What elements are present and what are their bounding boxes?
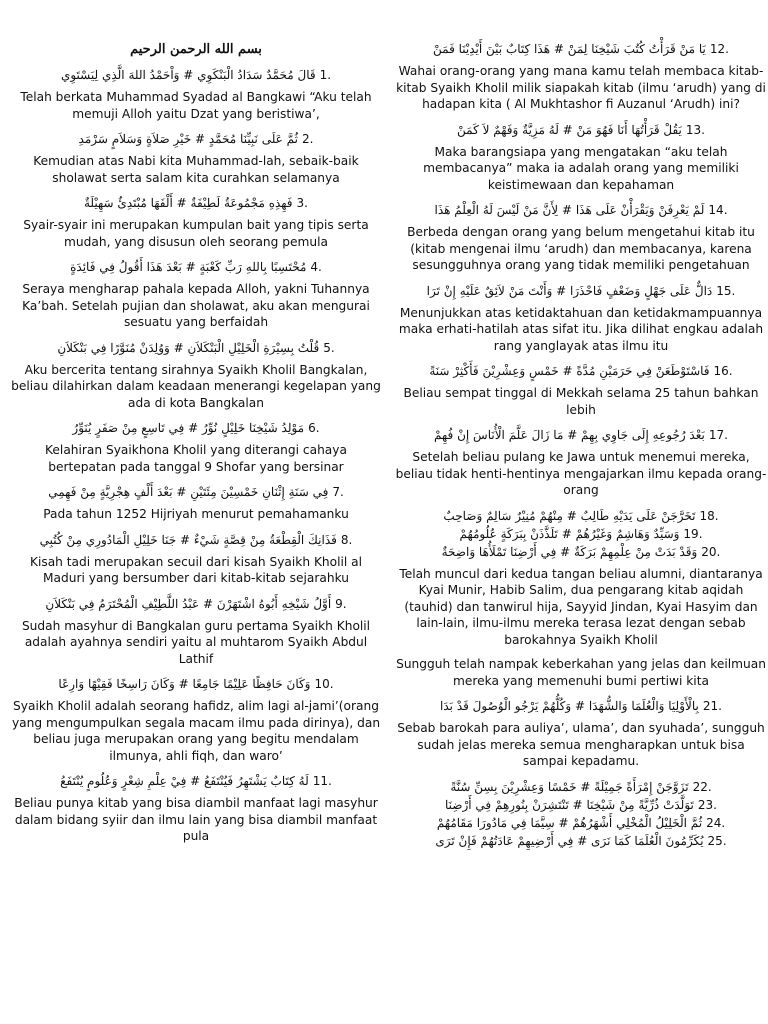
verse-line [395, 282, 767, 300]
translation-text [395, 144, 767, 194]
verse-number: 7. [332, 485, 344, 499]
verse-line [10, 66, 382, 84]
verse-block [395, 507, 767, 649]
verse-block [395, 40, 767, 113]
verse-block [10, 130, 382, 186]
translation-paragraph: Telah berkata Muhammad Syadad al Bangkawi “Aku telah memuji Alloh yaitu Dzat yang beristiwa’, [20, 90, 372, 121]
verse-number: 12. [709, 42, 729, 56]
verse-line [395, 697, 767, 715]
verse-arabic: أَوَّلُ شَيْخِهِ أَبُوهُ اشْتَهَرْنَ # عَبْدُ اللَّطِيْفِ الْمُحْتَرَمُ فِي بَنْكَلاَنِ [45, 596, 332, 611]
translation-paragraph: Telah muncul dari kedua tangan beliau alumni, diantaranya Kyai Munir, Habib Salim, dua pengarang kitab aqidah (tauhid) dan tanwirul hija, Sayyid Jindan, Kyai Hasyim dan lain-lain, ilmu-ilmu mereka terasa lezat dengan sebab barokahnya Syaikh Kholil [399, 566, 763, 647]
translation-paragraph: Beliau punya kitab yang bisa diambil manfaat lagi masyhur dalam bidang syiir dan ilmu lain yang bisa diambil manfaat pula [14, 796, 378, 843]
verse-line [395, 832, 767, 850]
translation-paragraph: Setelah beliau pulang ke Jawa untuk menemui mereka, beliau tidak henti-hentinya mengajarkan ilmu kepada orang-orang [395, 450, 767, 497]
verse-line [10, 772, 382, 790]
translation-paragraph: Beliau sempat tinggal di Mekkah selama 25 tahun bahkan lebih [403, 386, 759, 417]
verse-arabic: تَخَرَّجَنْ عَلَى يَدَيْهِ طَالِبٌ # مِنْهُمْ مُنِيْرٌ سَالِمٌ وَصَاحِبٌ [443, 508, 696, 523]
translation-text [10, 618, 382, 668]
verse-arabic: قُلْتُ بِسِيْرَةِ الْخَلِيْلِ الْبَنْكَلاَنِ # وَوُلِدَنْ مُنَوَّرًا فِي بَنْكَلاَنِ [57, 340, 320, 355]
translation-text [10, 362, 382, 412]
verse-block [395, 656, 767, 689]
verse-block [395, 362, 767, 418]
verse-arabic: لَهُ كِتَابٌ يَشْتَهِرُ فَيُنْتَفَعُ # فِيْ عِلْمِ شِعْرٍ وَعُلُومٍ يُنْتَفَعُ [60, 774, 309, 788]
verse-number: 23. [697, 797, 717, 812]
verse-arabic: فَاسْتَوْطَعَنْ فِي حَرَمَيْنِ مُدَّةً # خَمْسٍ وَعِشْرِيْنَ فَأَكْثِرْ سَنَةً [429, 364, 710, 378]
verse-arabic: فِي سَنَةِ إِثْنَانِ خَمْسِيْنَ مِئَتَيْنِ # بَعْدَ أَلْفٍ هِجْرِيَّةٍ مِنْ فَهِمِي [48, 485, 329, 499]
verse-number: 25. [707, 833, 727, 848]
verse-arabic: وَسَيِّدٌ وَهَاشِمٌ وَغَيْرُهُمْ # تَلَذَّذَنْ بِبَرَكَةٍ عُلُومُهُمْ [459, 526, 680, 541]
verse-line [395, 40, 767, 58]
verse-line [395, 796, 767, 814]
verse-number: 3. [296, 196, 308, 210]
verse-number: 16. [713, 364, 733, 378]
translation-text [10, 89, 382, 122]
translation-paragraph: Menunjukkan atas ketidaktahuan dan ketidakmampuannya maka erhati-hatilah atas sifat itu. Jika dilihat engkau adalah rang yanglayak atas ilmu itu [398, 305, 764, 353]
verse-number: 21. [702, 699, 722, 713]
translation-paragraph: Berbeda dengan orang yang belum mengetahui kitab itu (kitab mengenai ilmu ‘arudh) dan membacanya, karena sesungguhnya orang yang tidak memiliki pengetahuan [407, 225, 755, 272]
verse-block [10, 595, 382, 668]
verse-arabic: ثُمَّ الْخَلِيْلُ الْمُخْلِي أَشْهَرُهُمْ # سِيَّمَا فِي مَادُورَا مَقَامُهُمْ [436, 815, 703, 830]
verse-block [10, 339, 382, 412]
verse-line [395, 426, 767, 444]
verse-arabic: فَهِذِهِ مَجْمُوعَةُ لَطِيْفَةٌ # أَلْفَهَا مُبْتَدِئٌ سَهِيْلَةٌ [84, 196, 293, 210]
translation-text [10, 698, 382, 764]
verse-arabic: مُحْتَسِبًا بِاللهِ رَبِّ كَعْبَةٍ # بَعْدَ هَذَا أَقُولُ فِي فَائِدَةٍ [70, 260, 307, 274]
verse-number: 20. [701, 544, 721, 559]
translation-text [395, 385, 767, 418]
verse-number: 18. [699, 508, 719, 523]
verse-number: 10. [314, 677, 334, 691]
verse-arabic: لَمْ يَعْرِفَنْ وَيَقْرَأْنْ عَلَى هَذَا # لِأَنَّ مَنْ لَيْسَ لَهُ الْعِلْمُ هَذَا [434, 203, 705, 217]
verse-block [10, 66, 382, 122]
verse-arabic: بِالْأَوْلِيَا وَالْعُلَمَا وَالشُّهَدَا # وَكُلُّهُمْ يَرْجُو الْوُصُولَ قَدْ بَدَا [440, 699, 699, 713]
translation-text [10, 281, 382, 331]
verse-arabic: يَقُلْ قَرَأْتُهَا أَنَا فَهُوَ مَنْ # لَهُ مَزِيَّةٌ وَفَهْمٌ لاَ كَمَنْ [457, 122, 682, 137]
verse-number: 8. [340, 532, 353, 547]
verse-block [10, 772, 382, 845]
verse-arabic: وَقَدْ بَدَتْ مِنْ عِلْمِهِمْ بَرَكَةٌ # فِي أَرْضِنَا تَمْلَأُهَا وَاضِحَةٌ [441, 544, 698, 559]
verse-arabic: تَوَلَّدَتْ ذُرِّيَّةً مِنْ شَيْخِنَا # تَنْتَشِرَنْ بِنُورِهِمْ فِي أَرْضِنَا [445, 797, 694, 812]
verse-line [10, 130, 382, 148]
translation-text [395, 720, 767, 770]
verse-number: 6. [308, 421, 320, 435]
left-column [10, 0, 382, 853]
verse-number: 9. [335, 596, 347, 611]
verse-line [10, 483, 382, 501]
translation-paragraph: Pada tahun 1252 Hijriyah menurut pemahamanku [43, 507, 349, 521]
verse-arabic: يَا مَنْ قَرَأْتُ كُتُبَ شَيْخِنَا لِمَنْ # هَذَا كِتَابٌ بَيْنَ أَيْدِيْنَا فَمَنْ [433, 42, 706, 56]
translation-text [395, 305, 767, 355]
basmalah-heading: بسم الله الرحمن الرحيم [130, 42, 262, 57]
verse-block [10, 258, 382, 331]
verse-block [10, 675, 382, 764]
verse-line [395, 525, 767, 543]
verse-arabic: قَالَ مُحَمَّدٌ سَدَادُ الْبَنْكَوِي # وَاْحَمْدُ اللهَ الَّذِي لِيَسْتَوِي [60, 68, 316, 82]
translation-paragraph: Sudah masyhur di Bangkalan guru pertama Syaikh Kholil adalah ayahnya sendiri yaitu al muhtarom Syaikh Abdul Lathif [21, 618, 371, 666]
verse-number: 11. [312, 774, 332, 788]
translation-paragraph: Maka barangsiapa yang mengatakan “aku telah membacanya” maka ia adalah orang yang memiliki keistimewaan dan kepahaman [423, 144, 739, 192]
verse-line [10, 339, 382, 357]
translation-paragraph: Wahai orang-orang yang mana kamu telah membaca kitab-kitab Syaikh Kholil milik siapakah kitab (ilmu ‘arudh) yang di hadapan kita ( Al Mukhtashor fi Auzanul ‘Arudh) ini? [396, 64, 766, 111]
verse-block [10, 531, 382, 587]
verse-block [10, 419, 382, 475]
translation-text [10, 554, 382, 587]
translation-paragraph: Kelahiran Syaikhona Kholil yang diterangi cahaya bertepatan pada tanggal 9 Shofar yang bersinar [45, 443, 347, 474]
verse-line [395, 543, 767, 561]
verse-line [395, 814, 767, 832]
verse-number: 14. [708, 203, 728, 217]
verse-number: 17. [708, 428, 728, 442]
verse-line [395, 362, 767, 380]
verse-number: 4. [310, 260, 322, 274]
translation-text [395, 566, 767, 649]
verse-number: 13. [685, 122, 705, 137]
verse-line [10, 595, 382, 613]
verse-line [10, 258, 382, 276]
verse-arabic: ثُمَّ عَلَى نَبِيِّنَا مُحَمَّدٍ # خَيْرِ صَلاَةٍ وَسَلاَمٍ سَرْمَدِ [78, 132, 298, 146]
verse-block [395, 121, 767, 194]
translation-paragraph: Seraya mengharap pahala kepada Alloh, yakni Tuhannya Ka’bah. Setelah pujian dan sholawat, aku akan mengurai sesuatu yang berfaidah [22, 282, 370, 329]
verse-number: 5. [323, 340, 335, 355]
verse-arabic: فَذَانِكَ الْقِطْعَةُ مِنْ قِصَّةٍ شَيْءٌ # جَنَا خَلِيْلِ الْمَادُورِي مِنْ كُتُبِي [39, 532, 337, 547]
verse-line [395, 507, 767, 525]
translation-text [395, 656, 767, 689]
verse-block [395, 282, 767, 355]
verse-line [395, 121, 767, 139]
verse-line [10, 419, 382, 437]
verse-arabic: تَزَوَّجَنْ إِمْرَأَةً جَمِيْلَةً # خَمْسًا وَعِشْرِيْنَ بِسِنِّ سُنَّةً [450, 779, 689, 794]
verse-line [10, 194, 382, 212]
translation-paragraph: Kemudian atas Nabi kita Muhammad-lah, sebaik-baik sholawat serta salam kita curahkan selamanya [33, 154, 359, 185]
verse-arabic: يُكَرِّمُونَ الْعُلَمَا كَمَا نَرَى # فِي أَرْضِيهِمْ عَادَتُهُمْ فَإِنْ تَرَى [435, 833, 704, 848]
translation-paragraph: Aku bercerita tentang sirahnya Syaikh Kholil Bangkalan, beliau dilahirkan dalam keadaan menerangi kegelapan yang ada di kota Bangkalan [11, 362, 381, 410]
verse-number: 1. [319, 68, 332, 82]
verse-block [395, 697, 767, 770]
translation-text [395, 63, 767, 113]
translation-text [10, 442, 382, 475]
verse-block [395, 426, 767, 499]
verse-block [10, 194, 382, 250]
verse-arabic: دَالٌّ عَلَى جَهْلٍ وَضَعْفٍ فَاحْذَرَا # وَأَنْتَ مَنْ لاَئِقٌ عَلَيْهِ إِنْ تَرَا [426, 283, 713, 298]
verse-block [10, 483, 382, 523]
verse-line [395, 778, 767, 796]
translation-text [10, 795, 382, 845]
verse-number: 19. [683, 526, 703, 541]
verse-number: 24. [706, 815, 726, 830]
verse-arabic: مَوْلِدُ شَيْخِنَا خَلِيْلٍ نُوِّرُ # فِي تَاسِعٍ مِنْ صَفَرٍ يُنَوِّرُ [72, 421, 305, 435]
right-column [395, 40, 767, 850]
translation-paragraph: Kisah tadi merupakan secuil dari kisah Syaikh Kholil al Maduri yang bersumber dari kitab-kitab sejarahku [29, 554, 363, 585]
verse-number: 15. [716, 283, 736, 298]
translation-text [395, 449, 767, 499]
verse-block [395, 201, 767, 274]
verse-block [395, 778, 767, 850]
verse-arabic: بَعْدَ رُجُوعِهِ إِلَى جَاوِي بِهِمْ # مَا زَالَ عَلَّمَ الْأُنَاسَ إِنْ فُهِمْ [434, 428, 705, 442]
translation-paragraph: Sebab barokah para auliya’, ulama’, dan syuhada’, sungguh sudah jelas mereka semua mengharapkan untuk bisa sampai kepadamu. [397, 721, 765, 768]
translation-paragraph: Syaikh Kholil adalah seorang hafidz, alim lagi al-jami’(orang yang mengumpulkan segala macam ilmu pada dirinya), dan beliau juga merupakan orang yang begitu mendalam ilmunya, ahli fiqh, dan waro’ [11, 699, 381, 763]
verse-line [395, 201, 767, 219]
verse-number: 22. [692, 779, 712, 794]
translation-text [10, 506, 382, 523]
verse-line [10, 531, 382, 549]
translation-paragraph: Sungguh telah nampak keberkahan yang jelas dan keilmuan mereka yang memenuhi bumi pertiwi kita [396, 657, 766, 688]
translation-text [10, 217, 382, 250]
verse-line [10, 675, 382, 693]
translation-text [10, 153, 382, 186]
translation-paragraph: Syair-syair ini merupakan kumpulan bait yang tipis serta mudah, yang disusun oleh seorang pemula [23, 218, 369, 249]
verse-number: 2. [302, 132, 314, 146]
verse-arabic: وَكَانَ حَافِظًا عَلِيْمًا جَامِعًا # وَكَانَ رَاسِخًا فَقِيْهًا وَارِعًا [58, 677, 311, 691]
translation-text [395, 224, 767, 274]
